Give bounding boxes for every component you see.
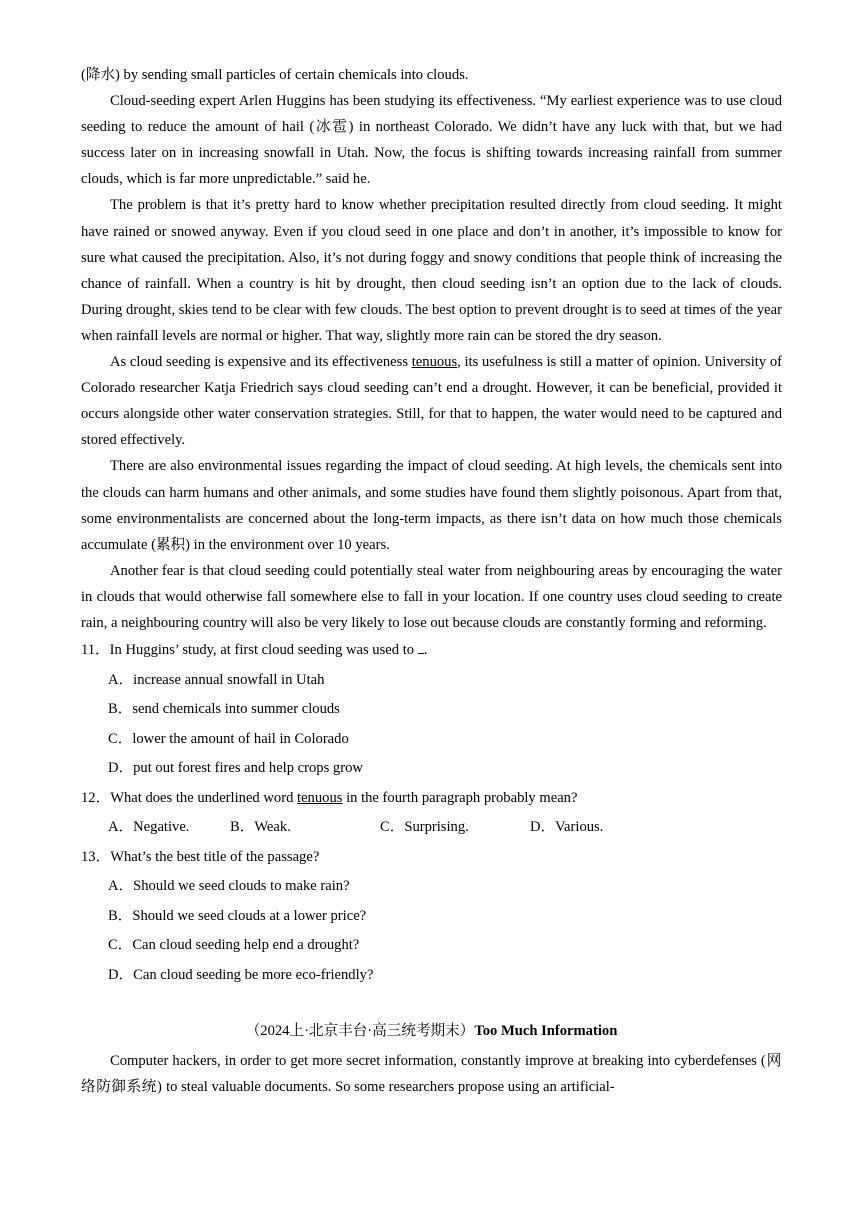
paragraph-2: The problem is that it’s pretty hard to know whether precipitation resulted directly from cloud seeding. It might have rained or snowed anyway. Even if you cloud seed in one place and don’t in another, it’s impossible to know for sure what caused the precipitation. Also, it’s not during foggy and snowy conditions that people think of increasing the chance of rainfall. When a country is hit by drought, then cloud seeding isn’t an option due to the lack of clouds. During drought, skies tend to be clear with few clouds. The best option to prevent drought is to seed at times of the year when rainfall levels are normal or higher. That way, slightly more rain can be stored the dry season. [81,197,782,344]
question-11-stem-text: 11．In Huggins’ study, at first cloud seeding was used to [81,642,418,659]
question-12-option-c: C．Surprising. [380,819,469,836]
paragraph-3 [81,349,782,453]
question-11-option-a: A．increase annual snowfall in Utah [108,671,325,688]
passage-2-paragraph-1 [81,1048,782,1100]
underlined-word-tenuous: tenuous [411,354,458,371]
paragraph-1: Cloud-seeding expert Arlen Huggins has been studying its effectiveness. “My earliest experience was to use cloud seeding to reduce the amount of hail (冰雹) in northeast Colorado. We didn’t have any luck with that, but we had success later on in increasing snowfall in Utah. Now, the focus is shifting towards increasing rainfall from summer clouds, which is far more unpredictable.” said he. [81,93,782,188]
paragraph-4: There are also environmental issues regarding the impact of cloud seeding. At high levels, the chemicals sent into the clouds can harm humans and other animals, and some studies have found them slightly poisonous. Apart from that, some environmentalists are concerned about the long-term impacts, as there isn’t data on how much those chemicals accumulate (累积) in the environment over 10 years. [81,458,782,553]
paragraph-0: (降水) by sending small particles of certain chemicals into clouds. [81,67,469,83]
document-page [81,62,782,1100]
question-12 [81,784,782,843]
question-12-stem-b: in the fourth paragraph probably mean? [342,789,578,806]
question-11 [81,636,782,784]
question-11-option-b: B．send chemicals into summer clouds [108,701,340,718]
paragraph-5: Another fear is that cloud seeding could potentially steal water from neighbouring areas by encouraging the water in clouds that would otherwise fall somewhere else to fall in your location. If one country uses cloud seeding to create rain, a neighbouring country will also be very likely to lose out because clouds are constantly forming and reforming. [81,562,782,631]
section-source: （2024上·北京丰台·高三统考期末） [245,1023,475,1040]
question-11-stem [81,636,782,666]
question-13-option-a: A．Should we seed clouds to make rain? [108,878,350,895]
question-12-stem [81,784,782,814]
question-13-option-b: B．Should we seed clouds at a lower price? [108,907,367,924]
question-13-option-c: C．Can cloud seeding help end a drought? [108,937,360,954]
question-13 [81,843,782,991]
question-12-option-b: B．Weak. [230,819,291,836]
question-12-option-d: D．Various. [530,819,604,836]
question-11-option-c: C．lower the amount of hail in Colorado [108,730,349,747]
question-13-stem: 13．What’s the best title of the passage? [81,848,320,865]
question-12-option-a: A．Negative. [108,819,190,836]
question-12-options [81,813,782,843]
question-12-underlined-word: tenuous [297,789,343,806]
question-12-stem-a: 12．What does the underlined word [81,789,298,806]
passage-2-text-b: to steal valuable documents. So some researchers propose using an artificial- [162,1079,615,1096]
paragraph-3-text-b: , its usefulness is still a matter of opinion. University of Colorado researcher Katja Friedrich says cloud seeding can’t end a drought. However, it can be beneficial, provided it occurs alongside other water conservation strategies. Still, for that to happen, the water would need to be captured and stored effectively. [81,354,782,449]
passage-2-text-a: Computer hackers, in order to get more secret information, constantly improve at breaking into cyberdefenses [110,1053,761,1070]
passage-2-gloss: (网络防御系统) [81,1053,782,1096]
question-13-option-d: D．Can cloud seeding be more eco-friendly? [108,966,374,983]
section-title: Too Much Information [474,1023,618,1040]
paragraph-3-text-a: As cloud seeding is expensive and its effectiveness [110,354,412,371]
section-heading [81,1018,782,1044]
question-11-option-d: D．put out forest fires and help crops grow [108,760,363,777]
question-11-stem-end: . [423,642,428,659]
